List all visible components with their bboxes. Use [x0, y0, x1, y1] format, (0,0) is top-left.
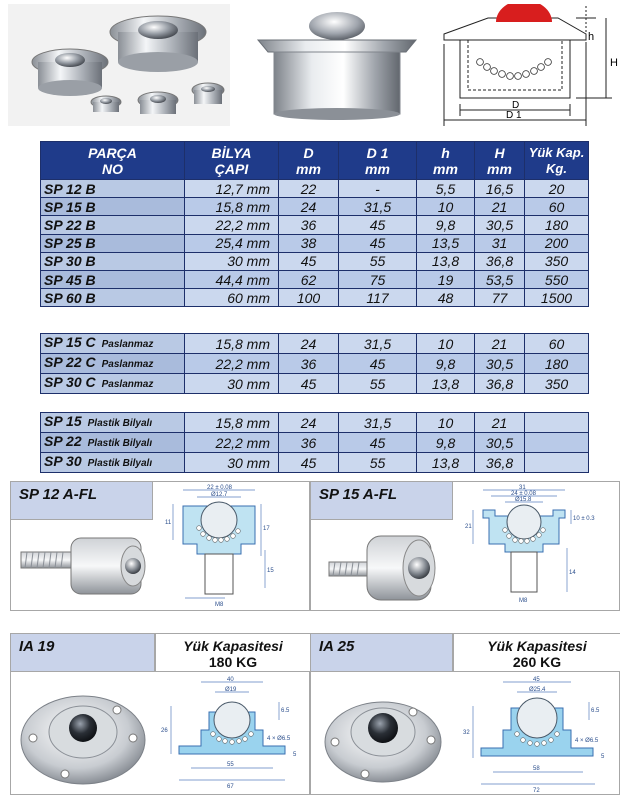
- product-photo-single: [248, 4, 426, 126]
- sp12-dim-side: 17: [263, 526, 270, 532]
- dim-label-D: D: [512, 100, 520, 111]
- table-row: SP 30 Plastik Bilyalı 30 mm 45 55 13,8 36,8: [41, 453, 589, 473]
- table-row: SP 12 B 12,7 mm 22 - 5,5 16,5 20: [41, 180, 589, 198]
- sp12-dim-bottom: M8: [215, 602, 224, 608]
- ia25-dim-72: 72: [533, 788, 540, 794]
- load-capacity-ia19: [155, 634, 310, 672]
- load-capacity-label: Yük Kapasitesi: [487, 638, 587, 654]
- dim-label-H: H: [610, 57, 618, 69]
- spec-table-c: [40, 333, 589, 394]
- sp12-dim-len: 15: [267, 568, 274, 574]
- ia19-dim-55: 55: [227, 762, 234, 768]
- table-row: SP 30 C Paslanmaz 30 mm 45 55 13,8 36,8 350: [41, 374, 589, 394]
- ia19-dim-hole: 4 × Ø6.5: [267, 736, 291, 742]
- sp12-dim-top: 22 ± 0.08: [207, 485, 232, 491]
- sp12-dim-mid: Ø12.7: [211, 492, 228, 498]
- table-header-row: [41, 142, 589, 180]
- ia19-dim-top: 40: [227, 677, 234, 683]
- load-capacity-value: 180 KG: [208, 654, 258, 670]
- sp15-dim-bottom: M8: [519, 598, 528, 604]
- panel-ia19: [10, 633, 310, 795]
- product-photo-group: [8, 4, 230, 126]
- sp15-dim-side: 10 ± 0.3: [573, 516, 595, 522]
- table-row: SP 60 B 60 mm 100 117 48 77 1500: [41, 289, 589, 307]
- sp12-photo: [15, 522, 151, 610]
- load-capacity-value: 260 KG: [512, 654, 562, 670]
- ball-transfer-units-photo: [8, 4, 230, 126]
- header-part-no: PARÇA NO: [41, 142, 185, 180]
- panel-title-ia25: IA 25: [311, 634, 453, 672]
- table-row: SP 45 B 44,4 mm 62 75 19 53,5 550: [41, 270, 589, 288]
- ball-transfer-unit-photo: [248, 4, 426, 126]
- ia25-dim-top: 45: [533, 677, 540, 683]
- ia19-dim-5: 5: [293, 752, 297, 758]
- sp15-dim-top: 31: [519, 485, 526, 491]
- panel-sp12-afl: [10, 481, 310, 611]
- ia25-dim-right: 6.5: [591, 708, 600, 714]
- header-d: D mm: [279, 142, 339, 180]
- sp15-dim-mid: 24 ± 0.08: [511, 491, 536, 497]
- technical-drawing-top: [436, 4, 624, 126]
- sp15-photo: [315, 522, 451, 610]
- sp12-dimension-drawing: [161, 484, 307, 610]
- load-capacity-label: Yük Kapasitesi: [183, 638, 283, 654]
- table-row: SP 15 C Paslanmaz 15,8 mm 24 31,5 10 21 60: [41, 334, 589, 354]
- table-row: SP 25 B 25,4 mm 38 45 13,5 31 200: [41, 234, 589, 252]
- spec-table-b: [40, 141, 589, 307]
- dim-label-h: h: [588, 31, 595, 43]
- ia25-dim-hole: 4 × Ø6.5: [575, 738, 599, 744]
- ia19-dimension-drawing: [157, 676, 307, 794]
- panel-sp15-afl: [310, 481, 620, 611]
- sp15-dim-left: 21: [465, 524, 472, 530]
- header-h-small: h mm: [417, 142, 475, 180]
- header-ball-dia: BİLYA ÇAPI: [185, 142, 279, 180]
- table-row: SP 15 B 15,8 mm 24 31,5 10 21 60: [41, 198, 589, 216]
- panel-ia25: [310, 633, 620, 795]
- ia25-photo: [317, 676, 453, 794]
- ia19-photo: [15, 676, 151, 794]
- ia19-dim-67: 67: [227, 784, 234, 790]
- sp15-dimension-drawing: [461, 484, 617, 610]
- dim-label-D1: D 1: [506, 110, 522, 121]
- load-capacity-ia25: [453, 634, 620, 672]
- table-row: SP 22 C Paslanmaz 22,2 mm 36 45 9,8 30,5 180: [41, 354, 589, 374]
- sp12-dim-left: 11: [165, 520, 172, 526]
- table-row: SP 15 Plastik Bilyalı 15,8 mm 24 31,5 10 21: [41, 413, 589, 433]
- sp15-dim-ball: Ø15.8: [515, 497, 532, 503]
- ia25-dim-ball: Ø25.4: [529, 687, 546, 693]
- ia19-dim-left: 26: [161, 728, 168, 734]
- header-h-large: H mm: [475, 142, 525, 180]
- table-row: SP 30 B 30 mm 45 55 13,8 36,8 350: [41, 252, 589, 270]
- panel-title-sp12: SP 12 A-FL: [11, 482, 153, 520]
- ia25-dim-left: 32: [463, 730, 470, 736]
- ia25-dimension-drawing: [459, 676, 617, 794]
- spec-table-plastic: [40, 412, 589, 473]
- ia19-dim-ball: Ø19: [225, 687, 237, 693]
- panel-title-sp15: SP 15 A-FL: [311, 482, 453, 520]
- table-row: SP 22 Plastik Bilyalı 22,2 mm 36 45 9,8 30,5: [41, 433, 589, 453]
- header-d1: D 1 mm: [339, 142, 417, 180]
- ia25-dim-5: 5: [601, 754, 605, 760]
- ia25-dim-58: 58: [533, 766, 540, 772]
- panel-title-ia19: IA 19: [11, 634, 155, 672]
- table-row: SP 22 B 22,2 mm 36 45 9,8 30,5 180: [41, 216, 589, 234]
- header-load: Yük Kap. Kg.: [525, 142, 589, 180]
- sp15-dim-len: 14: [569, 570, 576, 576]
- dimension-drawing: [436, 4, 624, 126]
- ia19-dim-right: 6.5: [281, 708, 290, 714]
